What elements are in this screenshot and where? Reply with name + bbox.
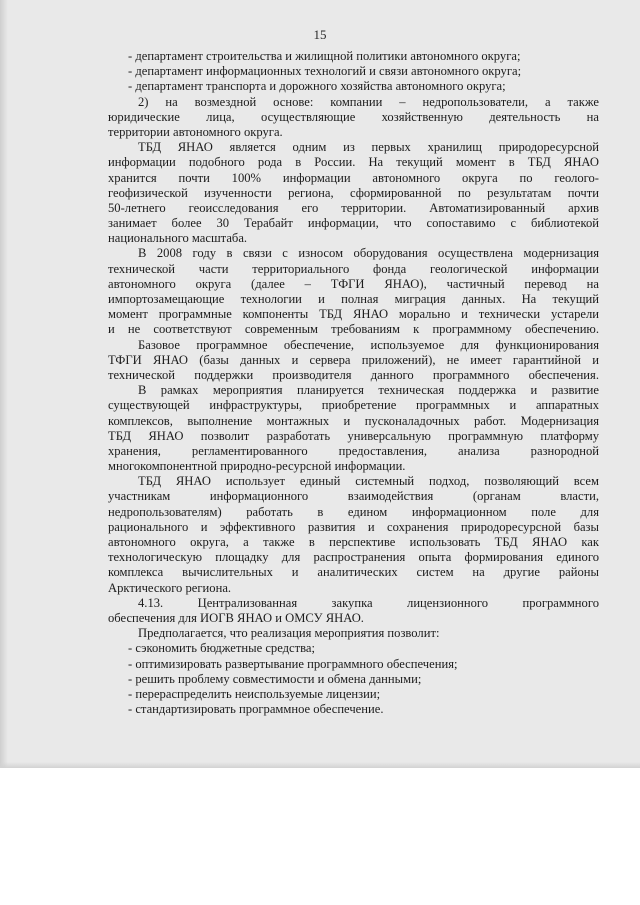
text-line: обеспечения для ИОГВ ЯНАО и ОМСУ ЯНАО. — [108, 610, 364, 625]
text-line: Базовое программное обеспечение, используемое для функционирования — [138, 337, 599, 352]
text-line: ТБД ЯНАО является одним из первых хранилищ природоресурсной — [138, 140, 599, 155]
text-line: рационального и эффективного развития и сохранения природоресурсной базы — [108, 519, 599, 534]
text-line: автономного округа, а также в перспективе использовать ТБД ЯНАО как — [108, 535, 599, 549]
text-line: комплексов, выполнение монтажных и пусконаладочных работ. Модернизация — [108, 413, 599, 428]
text-line: занимает более 30 Терабайт информации, что сопоставимо с библиотекой — [108, 216, 599, 231]
text-line: момент программные компоненты ТБД ЯНАО морально и технически устарели — [108, 307, 599, 322]
list-item: - департамент транспорта и дорожного хозяйства автономного округа; — [128, 79, 506, 94]
text-line: ТБД ЯНАО позволит разработать универсальную программную платформу — [108, 428, 599, 443]
text-line: юридические лица, осуществляющие хозяйственную деятельность на — [108, 109, 599, 124]
list-item: - перераспределить неиспользуемые лицензии; — [128, 686, 381, 701]
text-line: технологическую площадку для распространения опыта формирования единого — [108, 550, 599, 565]
list-item: - сэкономить бюджетные средства; — [128, 641, 315, 656]
text-line: автономного округа (далее – ТФГИ ЯНАО), частичный перевод на — [108, 276, 599, 291]
list-item: - департамент строительства и жилищной политики автономного округа; — [128, 49, 521, 63]
text-line: многокомпонентной природно-ресурсной информации. — [108, 459, 406, 474]
text-line: импортозамещающие технологии и полная миграция данных. На текущий — [108, 292, 599, 306]
text-line: и не соответствуют современным требованиям к программному обеспечению. — [108, 322, 599, 337]
text-line: 2) на возмездной основе: компании – недропользователи, а также — [138, 94, 599, 109]
text-line: хранится почти 100% информации автономного округа по геолого- — [108, 170, 599, 185]
text-line: национального масштаба. — [108, 231, 248, 246]
text-line: существующей инфраструктуры, приобретение программных и аппаратных — [108, 398, 599, 413]
page-number: 15 — [313, 27, 327, 42]
text-line: геофизической изученности региона, сформированной по результатам почти — [108, 185, 599, 200]
list-item: - оптимизировать развертывание программного обеспечения; — [128, 656, 458, 671]
list-item: - департамент информационных технологий и связи автономного округа; — [128, 64, 522, 79]
text-line: Арктического региона. — [108, 580, 232, 595]
text-line: комплекса вычислительных и аналитических систем на другие районы — [108, 565, 599, 580]
list-item: - стандартизировать программное обеспечение. — [128, 702, 384, 717]
text-line: В 2008 году в связи с износом оборудования осуществлена модернизация — [138, 246, 599, 261]
text-line: информации подобного рода в России. На текущий момент в ТБД ЯНАО — [108, 155, 599, 170]
text-line: участникам информационного взаимодействия (органам власти, — [108, 489, 599, 504]
text-line: 4.13. Централизованная закупка лицензионного программного — [138, 595, 599, 610]
text-line: ТБД ЯНАО использует единый системный подход, позволяющий всем — [138, 474, 599, 489]
list-item: - решить проблему совместимости и обмена данными; — [128, 671, 422, 686]
text-line: технической части территориального фонда геологической информации — [108, 261, 599, 276]
text-line: хранения, регламентированного предоставления, анализа разнородной — [108, 443, 599, 458]
text-line: технической поддержки производителя данного программного обеспечения. — [108, 367, 599, 382]
text-line: ТФГИ ЯНАО (базы данных и сервера приложений), не имеет гарантийной и — [108, 352, 599, 367]
text-line: территории автономного округа. — [108, 124, 283, 139]
text-line: В рамках мероприятия планируется техническая поддержка и развитие — [138, 383, 599, 398]
text-line: 50-летнего геоисследования его территории. Автоматизированный архив — [108, 200, 599, 215]
text-line: недропользователям) работать в едином информационном поле для — [108, 504, 599, 519]
text-line: Предполагается, что реализация мероприятия позволит: — [138, 626, 440, 641]
document-body — [108, 49, 599, 717]
